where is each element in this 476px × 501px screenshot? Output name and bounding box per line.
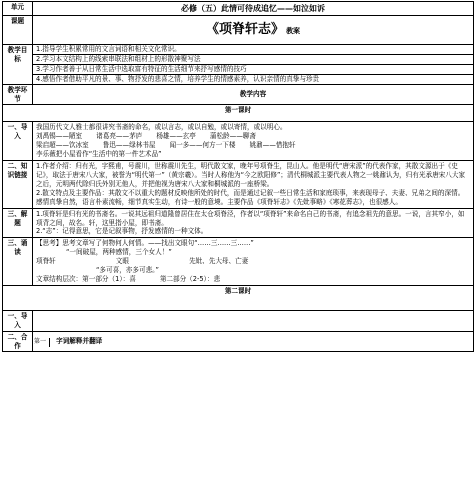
intro-pair: 刘禹锡——陋室 [36, 132, 83, 141]
intro-label: 一、导入 [3, 122, 33, 161]
title-explain-label: 三、解题 [3, 208, 33, 238]
intro-pair: 蒲松龄——聊斋 [209, 132, 257, 141]
coop-tag: 第一 [34, 338, 50, 347]
session2-title: 第二课时 [3, 285, 474, 310]
topic-title: 《项脊轩志》 [205, 22, 284, 37]
goal-item: 2.学习本文结构上的线索串联法和组材上的形散神聚写法 [33, 54, 473, 64]
reading-pair: 项脊轩 [36, 257, 56, 266]
intro-pair: 姚鼐——惜抱轩 [249, 141, 296, 150]
reading-pairs [36, 257, 470, 266]
reading-cell [33, 238, 474, 286]
reading-pair: 文眼 [115, 257, 129, 266]
reading-structure-part: 文章结构层次：第一部分（1）：喜 [36, 274, 136, 283]
knowledge-cell [33, 161, 474, 209]
reading-quote: “一间破屋，两种感情，三个女人！” [66, 248, 172, 257]
title-explain-1: 1.项脊轩是归有光的书斋名。一说其远祖归道隆曾居住在太仓项脊泾，作者以“项脊轩”来命名自己的书斋，有追念祖先的意思。一说，言其窄小，如项背之间，故名。轩，这里指小屋，即书斋。 [36, 209, 465, 227]
goals-cell [33, 45, 474, 85]
goals-row [3, 45, 474, 85]
intro2-cell [33, 310, 474, 331]
knowledge-label: 二、知识链接 [3, 161, 33, 209]
coop-cell [33, 331, 474, 352]
reading-think: 【思考】思考文章写了何物何人何情。——找出文眼句“……三……三……” [36, 239, 254, 248]
intro-pair: 鲁迅——绿林书屋 [102, 141, 156, 150]
topic-row [3, 16, 474, 45]
reading-quote2: “多可喜，亦多可悲。” [96, 266, 159, 275]
unit-row [3, 2, 474, 16]
intro-cell [33, 122, 474, 161]
knowledge-style: 2.散文特点及主要作品：其散文不以重大的题材反映他所处的时代，而是通过记叙一些日常生活和家庭琐事，来表现母子、夫妻、兄弟之间的深情。感情真挚自然，语言朴素流畅，细节真实生动，有诗一般的意境。主要作品《项脊轩志》《先妣事略》《寒花葬志》，也很感人。 [36, 188, 465, 206]
goal-item: 4.感悟作者借助平凡的景、事、物抒发的悲喜之情，培养学生的情感素养，认识亲情的真挚与珍贵 [33, 74, 473, 84]
intro-pair: 闻一多——何方一下楼 [169, 141, 236, 150]
session1-title: 第一课时 [3, 105, 474, 122]
unit-label: 单元 [3, 2, 33, 16]
intro-pair: 杨雄——玄亭 [156, 132, 196, 141]
intro2-row [3, 310, 474, 331]
reading-pair: 先妣、先大母、亡妻 [188, 257, 249, 266]
knowledge-row [3, 161, 474, 209]
intro-text: 我国历代文人雅士都很讲究书斋的命名，或以言志，或以自勉，或以寄情，或以明心。 [36, 123, 287, 132]
steps-row [3, 84, 474, 105]
intro-row [3, 122, 474, 161]
reading-structure-part: 第二部分（2-5）：悲 [159, 274, 221, 283]
intro-pair: 梁启超——饮冰室 [36, 141, 89, 150]
goal-item: 3.学习作者善于从日常生活中选取富有特征的生活细节来抒写感情的技巧 [33, 64, 473, 74]
reading-row [3, 238, 474, 286]
intro-pairs-row-2 [36, 141, 470, 150]
knowledge-author: 1.作者介绍：归有光，字熙甫，号震川，世称震川先生，明代散文家，晚年号项脊生，昆山人。他是明代“唐宋派”的代表作家，其散文源出于《史记》，取法于唐宋八大家，被誉为“明代第一”（黄宗羲）。当时人称他为“今之欧阳修”；清代桐城派主要代表人物之一姚鼐认为，归有光承唐宋八大家之后，元明两代除归氏外别无他人，并把他视为唐宋八大家和桐城派的一座桥梁。 [36, 162, 466, 188]
title-explain-cell [33, 208, 474, 238]
title-explain-2: 2.“志”：记得意思，它是记叙事物，抒发感情的一种文体。 [36, 227, 208, 236]
lesson-plan-table [2, 1, 474, 352]
title-explain-row [3, 208, 474, 238]
intro-pairs-row-1 [36, 132, 470, 141]
reading-label: 三、诵读 [3, 238, 33, 286]
session2-row [3, 285, 474, 310]
topic-label: 课题 [3, 16, 33, 45]
unit-value: 必修（五）此情可待成追忆——如泣如诉 [33, 2, 474, 16]
coop-text: 字词解释并翻译 [56, 336, 103, 345]
intro-pair: 诸葛亮——茅庐 [96, 132, 143, 141]
coop-row [3, 331, 474, 352]
intro2-label: 一、导入 [3, 310, 33, 331]
steps-label: 教学环节 [3, 84, 33, 105]
goals-label: 教学目标 [3, 45, 33, 85]
intro-last: 李乐薇把小屋看作“生活中的第一件艺术品” [36, 150, 162, 159]
reading-structure [36, 275, 470, 284]
goal-item: 1.指导学生积累常用的文言词语和相关文化常识。 [36, 45, 181, 53]
topic-suffix: 教案 [286, 27, 301, 35]
topic-cell [33, 16, 474, 45]
coop-label: 二、合作 [3, 331, 33, 352]
steps-heading: 教学内容 [33, 84, 474, 105]
session1-row [3, 105, 474, 122]
